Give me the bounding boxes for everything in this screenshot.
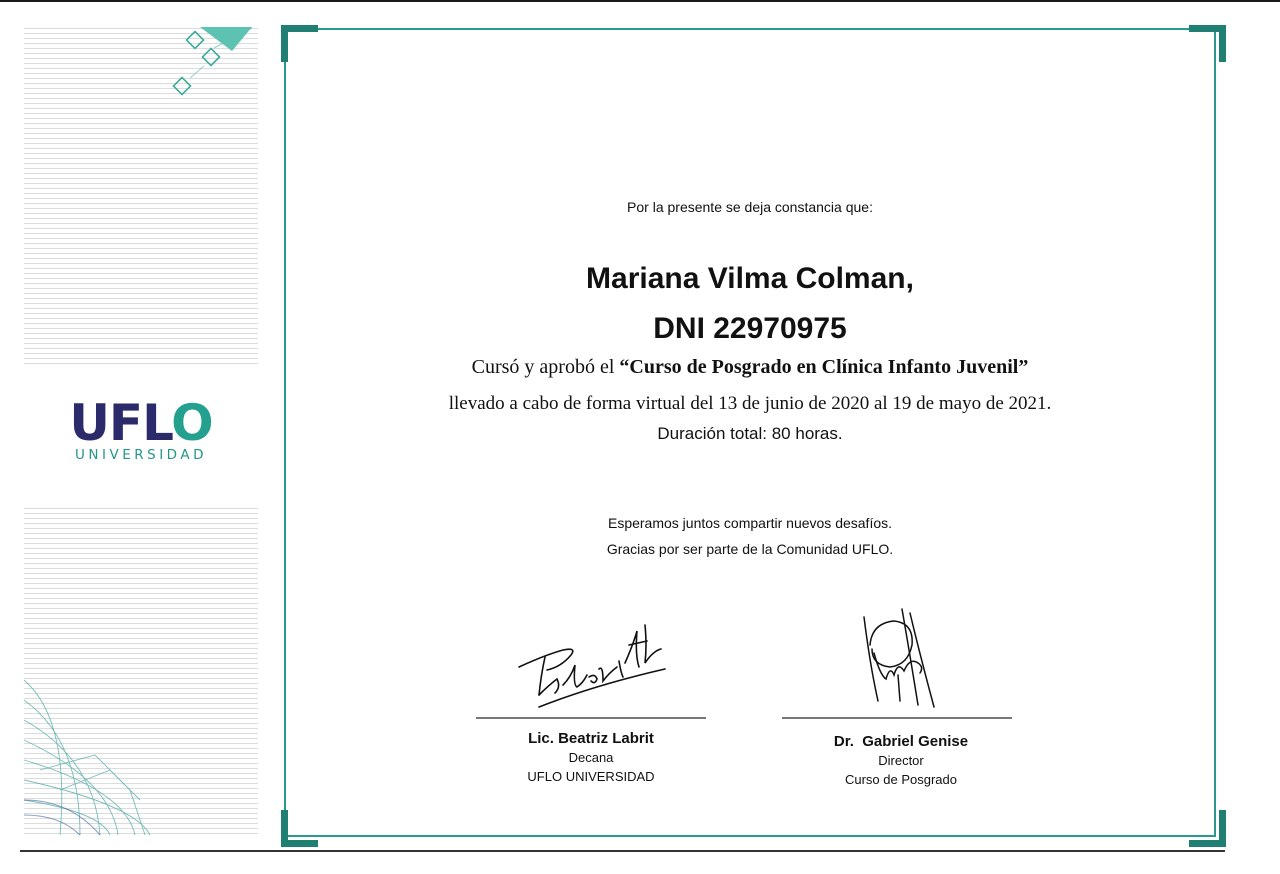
logo-wordmark xyxy=(24,393,258,453)
course-prefix: Cursó y aprobó el xyxy=(471,356,620,378)
signatory-2-name: Dr. Gabriel Genise xyxy=(833,733,969,750)
signatory-2-role: Director xyxy=(878,753,924,768)
triangle-accent-icon xyxy=(200,27,252,51)
frame-corner-top-left xyxy=(281,25,318,62)
signature-line-2 xyxy=(782,717,1012,719)
signatory-1-name: Lic. Beatriz Labrit xyxy=(528,730,654,747)
bottom-rule xyxy=(20,850,1225,852)
signatory-2-organization: Curso de Posgrado xyxy=(844,772,957,787)
uflo-logo xyxy=(24,393,258,463)
signatory-1 xyxy=(476,730,706,784)
network-lines-icon xyxy=(24,680,150,835)
signature-labrit-image xyxy=(505,615,675,715)
logo-subtitle: UNIVERSIDAD xyxy=(75,447,207,463)
intro-text: Por la presente se deja constancia que: xyxy=(627,199,873,215)
frame-corner-top-right xyxy=(1189,25,1226,62)
course-dates: llevado a cabo de forma virtual del 13 de junio de 2020 al 19 de mayo de 2021. xyxy=(448,393,1052,414)
course-line xyxy=(284,356,1216,379)
course-name: “Curso de Posgrado en Clínica Infanto Juvenil” xyxy=(619,356,1029,378)
signature-line-1 xyxy=(476,717,706,719)
closing-line-1: Esperamos juntos compartir nuevos desafíos. xyxy=(607,515,893,531)
closing-line-2: Gracias por ser parte de la Comunidad UFLO. xyxy=(606,541,894,557)
diamond-icons xyxy=(174,32,220,95)
signatory-1-organization: UFLO UNIVERSIDAD xyxy=(527,769,655,784)
frame-corner-bottom-left xyxy=(281,810,318,847)
signature-genise-image xyxy=(850,605,950,715)
signatory-1-role: Decana xyxy=(568,750,614,765)
signatory-2 xyxy=(786,733,1016,787)
recipient-dni: DNI 22970975 xyxy=(653,312,847,345)
logo-word-main: UFL xyxy=(69,394,172,452)
logo-word-accent: O xyxy=(171,394,213,452)
recipient-name: Mariana Vilma Colman, xyxy=(586,262,914,295)
frame-corner-bottom-right xyxy=(1189,810,1226,847)
course-duration: Duración total: 80 horas. xyxy=(657,424,843,443)
